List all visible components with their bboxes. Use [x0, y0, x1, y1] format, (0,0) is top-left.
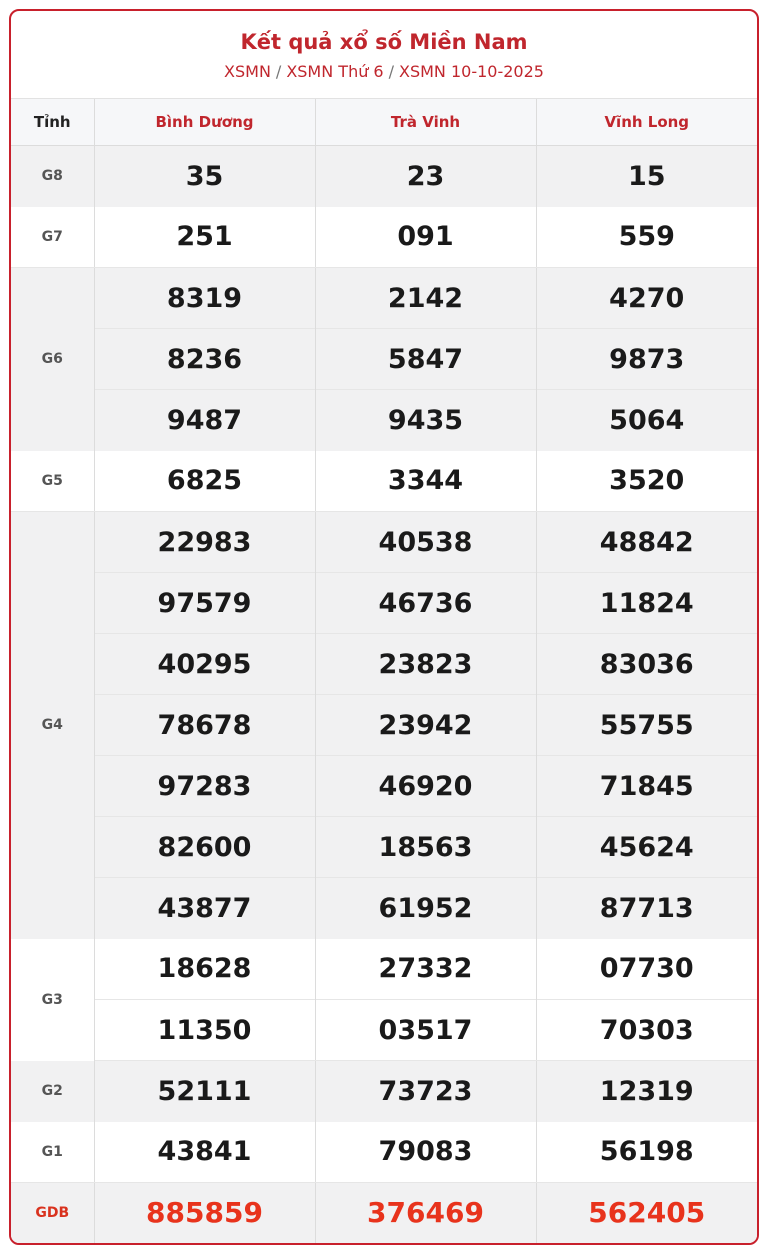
column-header-binh-duong[interactable]: Bình Dương [94, 99, 315, 146]
prize-number: 03517 [315, 1000, 536, 1061]
prize-number: 56198 [536, 1122, 757, 1183]
prize-number: 23942 [315, 695, 536, 756]
prize-number: 4270 [536, 268, 757, 329]
prize-number: 11824 [536, 573, 757, 634]
breadcrumb-link-date[interactable]: XSMN 10-10-2025 [399, 62, 544, 81]
prize-label: G2 [11, 1061, 94, 1122]
prize-number: 07730 [536, 939, 757, 1000]
prize-number: 97283 [94, 756, 315, 817]
prize-label: G1 [11, 1122, 94, 1183]
special-prize-number: 885859 [94, 1183, 315, 1243]
prize-number: 5847 [315, 329, 536, 390]
prize-number: 251 [94, 207, 315, 268]
prize-number: 73723 [315, 1061, 536, 1122]
table-row [11, 207, 757, 268]
prize-number: 45624 [536, 817, 757, 878]
table-row [11, 146, 757, 207]
prize-number: 71845 [536, 756, 757, 817]
prize-label: G6 [11, 268, 94, 451]
table-header-row [11, 99, 757, 146]
prize-number: 43877 [94, 878, 315, 939]
prize-number: 78678 [94, 695, 315, 756]
results-table [11, 99, 757, 1243]
special-prize-number: 562405 [536, 1183, 757, 1243]
prize-number: 11350 [94, 1000, 315, 1061]
prize-number: 559 [536, 207, 757, 268]
breadcrumb [11, 62, 757, 82]
prize-number: 5064 [536, 390, 757, 451]
table-row [11, 817, 757, 878]
prize-number: 27332 [315, 939, 536, 1000]
results-card [9, 9, 759, 1245]
table-row [11, 512, 757, 573]
prize-number: 15 [536, 146, 757, 207]
table-row [11, 756, 757, 817]
table-row [11, 939, 757, 1000]
table-row [11, 451, 757, 512]
prize-number: 35 [94, 146, 315, 207]
page-title: Kết quả xổ số Miền Nam [240, 30, 528, 54]
prize-number: 87713 [536, 878, 757, 939]
prize-number: 40538 [315, 512, 536, 573]
prize-number: 9487 [94, 390, 315, 451]
prize-number: 23 [315, 146, 536, 207]
prize-number: 12319 [536, 1061, 757, 1122]
prize-label: G4 [11, 512, 94, 939]
table-row [11, 1061, 757, 1122]
breadcrumb-separator: / [275, 62, 282, 81]
results-body [11, 146, 757, 1243]
prize-number: 22983 [94, 512, 315, 573]
prize-number: 2142 [315, 268, 536, 329]
prize-number: 61952 [315, 878, 536, 939]
table-row [11, 268, 757, 329]
prize-number: 52111 [94, 1061, 315, 1122]
column-header-province: Tỉnh [11, 99, 94, 146]
prize-number: 18628 [94, 939, 315, 1000]
prize-number: 8319 [94, 268, 315, 329]
prize-number: 9873 [536, 329, 757, 390]
prize-number: 18563 [315, 817, 536, 878]
prize-number: 8236 [94, 329, 315, 390]
prize-label: G7 [11, 207, 94, 268]
prize-number: 43841 [94, 1122, 315, 1183]
breadcrumb-separator: / [388, 62, 394, 81]
prize-number: 3344 [315, 451, 536, 512]
special-prize-number: 376469 [315, 1183, 536, 1243]
prize-number: 46736 [315, 573, 536, 634]
prize-number: 091 [315, 207, 536, 268]
table-row [11, 695, 757, 756]
prize-number: 9435 [315, 390, 536, 451]
prize-number: 97579 [94, 573, 315, 634]
prize-number: 23823 [315, 634, 536, 695]
table-row [11, 634, 757, 695]
prize-label: G3 [11, 939, 94, 1061]
column-header-vinh-long[interactable]: Vĩnh Long [536, 99, 757, 146]
column-header-tra-vinh[interactable]: Trà Vinh [315, 99, 536, 146]
prize-number: 3520 [536, 451, 757, 512]
table-row [11, 1183, 757, 1243]
prize-number: 82600 [94, 817, 315, 878]
prize-label: G8 [11, 146, 94, 207]
prize-number: 79083 [315, 1122, 536, 1183]
prize-number: 40295 [94, 634, 315, 695]
prize-number: 48842 [536, 512, 757, 573]
table-row [11, 878, 757, 939]
prize-number: 46920 [315, 756, 536, 817]
prize-number: 83036 [536, 634, 757, 695]
table-row [11, 329, 757, 390]
table-row [11, 573, 757, 634]
breadcrumb-link-xsmn[interactable]: XSMN [224, 62, 271, 81]
prize-label: GDB [11, 1183, 94, 1243]
prize-number: 6825 [94, 451, 315, 512]
table-row [11, 390, 757, 451]
breadcrumb-link-xsmn-thu6[interactable]: XSMN Thứ 6 [286, 62, 384, 81]
table-row [11, 1000, 757, 1061]
prize-label: G5 [11, 451, 94, 512]
table-row [11, 1122, 757, 1183]
prize-number: 70303 [536, 1000, 757, 1061]
prize-number: 55755 [536, 695, 757, 756]
results-header [11, 11, 757, 99]
